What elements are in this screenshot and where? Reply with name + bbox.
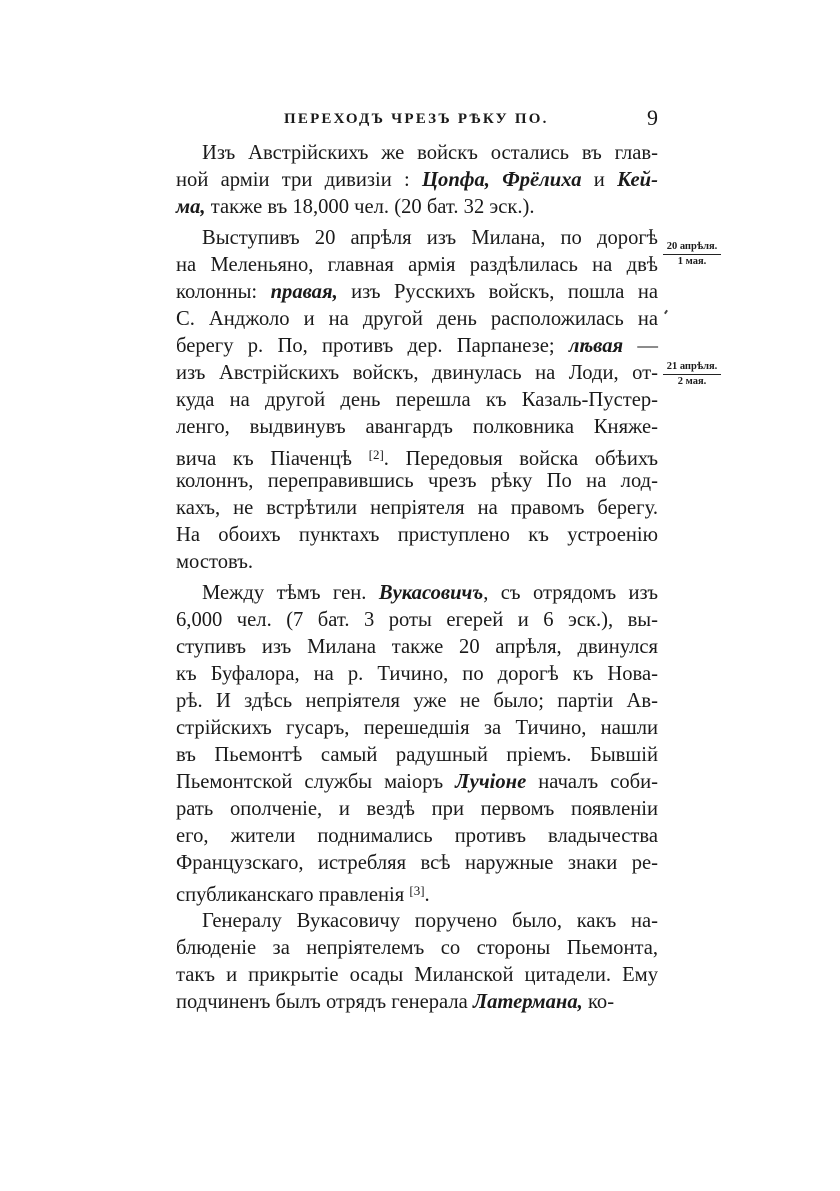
text-run: рать ополченіе, и вездѣ при первомъ появленіи xyxy=(176,798,658,820)
text-line xyxy=(176,225,658,252)
text-line xyxy=(176,580,658,607)
text-line xyxy=(176,252,658,279)
text-run: также въ 18,000 чел. (20 бат. 32 эск.). xyxy=(205,196,535,218)
text-run: Пьемонтской службы маіоръ xyxy=(176,771,456,793)
text-line xyxy=(176,823,658,850)
text-line xyxy=(176,140,658,167)
text-line xyxy=(176,441,658,468)
text-line xyxy=(176,333,658,360)
margin-note-date-1-new-style: 1 мая. xyxy=(677,256,707,267)
text-line xyxy=(176,769,658,796)
emphasized-name: Цопфа, Фрёлиха xyxy=(422,169,582,191)
text-run: и xyxy=(581,169,618,191)
text-line xyxy=(176,549,658,576)
emphasized-name: лѣвая xyxy=(568,335,624,357)
emphasized-name: Кей- xyxy=(617,169,658,191)
text-run: спубликанскаго правленія xyxy=(176,884,410,906)
text-run: колоннъ, переправившись чрезъ рѣку По на лод- xyxy=(176,470,658,492)
text-line xyxy=(176,495,658,522)
emphasized-name: Лучіоне xyxy=(455,771,527,793)
emphasized-name: ма, xyxy=(176,196,206,218)
text-run: въ Пьемонтѣ самый радушный пріемъ. Бывшій xyxy=(176,744,658,766)
footnote-ref: [2] xyxy=(368,447,384,462)
text-line xyxy=(176,908,658,935)
emphasized-name: Латермана, xyxy=(472,991,583,1013)
text-run: рѣ. И здѣсь непріятеля уже не было; партіи Ав- xyxy=(176,690,658,712)
text-line xyxy=(176,715,658,742)
text-line xyxy=(176,850,658,877)
text-run: Выступивъ 20 апрѣля изъ Милана, по дорогѣ xyxy=(202,227,658,249)
text-line xyxy=(176,989,658,1016)
text-run: такъ и прикрытіе осады Миланской цитадели. Ему xyxy=(176,964,658,986)
text-line xyxy=(176,962,658,989)
margin-note-date-2-old-style: 21 апрѣля. xyxy=(666,361,718,372)
text-line xyxy=(176,742,658,769)
text-run: С. Анджоло и на другой день расположилась на xyxy=(176,308,658,330)
text-run: — xyxy=(623,335,658,357)
text-run: блюденіе за непріятелемъ со стороны Пьемонта, xyxy=(176,937,658,959)
text-line xyxy=(176,360,658,387)
text-line xyxy=(176,634,658,661)
text-run: къ Буфалора, на р. Тичино, по дорогѣ къ Нова- xyxy=(176,663,658,685)
emphasized-name: правая, xyxy=(270,281,338,303)
running-head xyxy=(176,105,658,135)
text-run: вича къ Піаченцѣ xyxy=(176,448,369,470)
text-line xyxy=(176,522,658,549)
text-run: мостовъ. xyxy=(176,551,254,573)
text-line xyxy=(176,279,658,306)
margin-note-date-1 xyxy=(663,241,721,268)
text-run: на Меленьяно, главная армія раздѣлилась на двѣ xyxy=(176,254,658,276)
text-run: Между тѣмъ ген. xyxy=(202,582,379,604)
text-run: ленго, выдвинувъ авангардъ полковника Княже- xyxy=(176,416,658,438)
text-line xyxy=(176,387,658,414)
text-run: , съ отрядомъ изъ xyxy=(483,582,658,604)
text-line xyxy=(176,796,658,823)
text-line xyxy=(176,414,658,441)
margin-note-date-1-old-style: 20 апрѣля. xyxy=(666,241,718,252)
text-run: Генералу Вукасовичу поручено было, какъ на- xyxy=(202,910,658,932)
text-run: изъ Русскихъ войскъ, пошла на xyxy=(337,281,658,303)
text-run: изъ Австрійскихъ войскъ, двинулась на Лоди, от- xyxy=(176,362,658,384)
page-number: 9 xyxy=(647,105,658,130)
text-run: Изъ Австрійскихъ же войскъ остались въ глав- xyxy=(202,142,658,164)
text-line xyxy=(176,935,658,962)
text-run: ной арміи три дивизіи : xyxy=(176,169,422,191)
text-line xyxy=(176,607,658,634)
margin-note-date-2-new-style: 2 мая. xyxy=(677,376,707,387)
text-run: куда на другой день перешла къ Казаль-Пустер- xyxy=(176,389,658,411)
text-run: колонны: xyxy=(176,281,271,303)
text-run: . xyxy=(424,884,430,906)
footnote-ref: [3] xyxy=(409,883,425,898)
text-run: кахъ, не встрѣтили непріятеля на правомъ берегу. xyxy=(176,497,658,519)
text-line xyxy=(176,661,658,688)
body-text xyxy=(176,140,658,1016)
text-run: Французскаго, истребляя всѣ наружные знаки ре- xyxy=(176,852,658,874)
text-run: подчиненъ былъ отрядъ генерала xyxy=(176,991,473,1013)
text-run: его, жители поднимались противъ владычества xyxy=(176,825,658,847)
text-line xyxy=(176,468,658,495)
running-title: ПЕРЕХОДЪ ЧРЕЗЪ РѢКУ ПО. xyxy=(284,111,549,127)
text-run: началъ соби- xyxy=(526,771,658,793)
text-run: берегу р. По, противъ дер. Парпанезе; xyxy=(176,335,569,357)
text-run: . Передовыя войска обѣихъ xyxy=(383,448,658,470)
text-run: 6,000 чел. (7 бат. 3 роты егерей и 6 эск.), вы- xyxy=(176,609,658,631)
text-line xyxy=(176,194,658,221)
text-run: ступивъ изъ Милана также 20 апрѣля, двинулся xyxy=(176,636,658,658)
margin-note-divider xyxy=(663,374,721,375)
ink-speck xyxy=(664,310,668,314)
margin-note-divider xyxy=(663,254,721,255)
text-line xyxy=(176,688,658,715)
margin-note-date-2 xyxy=(663,361,721,388)
text-line xyxy=(176,306,658,333)
text-run: ко- xyxy=(582,991,615,1013)
text-run: стрійскихъ гусаръ, перешедшія за Тичино, нашли xyxy=(176,717,658,739)
text-line xyxy=(176,877,658,904)
text-run: На обоихъ пунктахъ приступлено къ устроенію xyxy=(176,524,658,546)
emphasized-name: Вукасовичъ xyxy=(378,582,484,604)
text-line xyxy=(176,167,658,194)
